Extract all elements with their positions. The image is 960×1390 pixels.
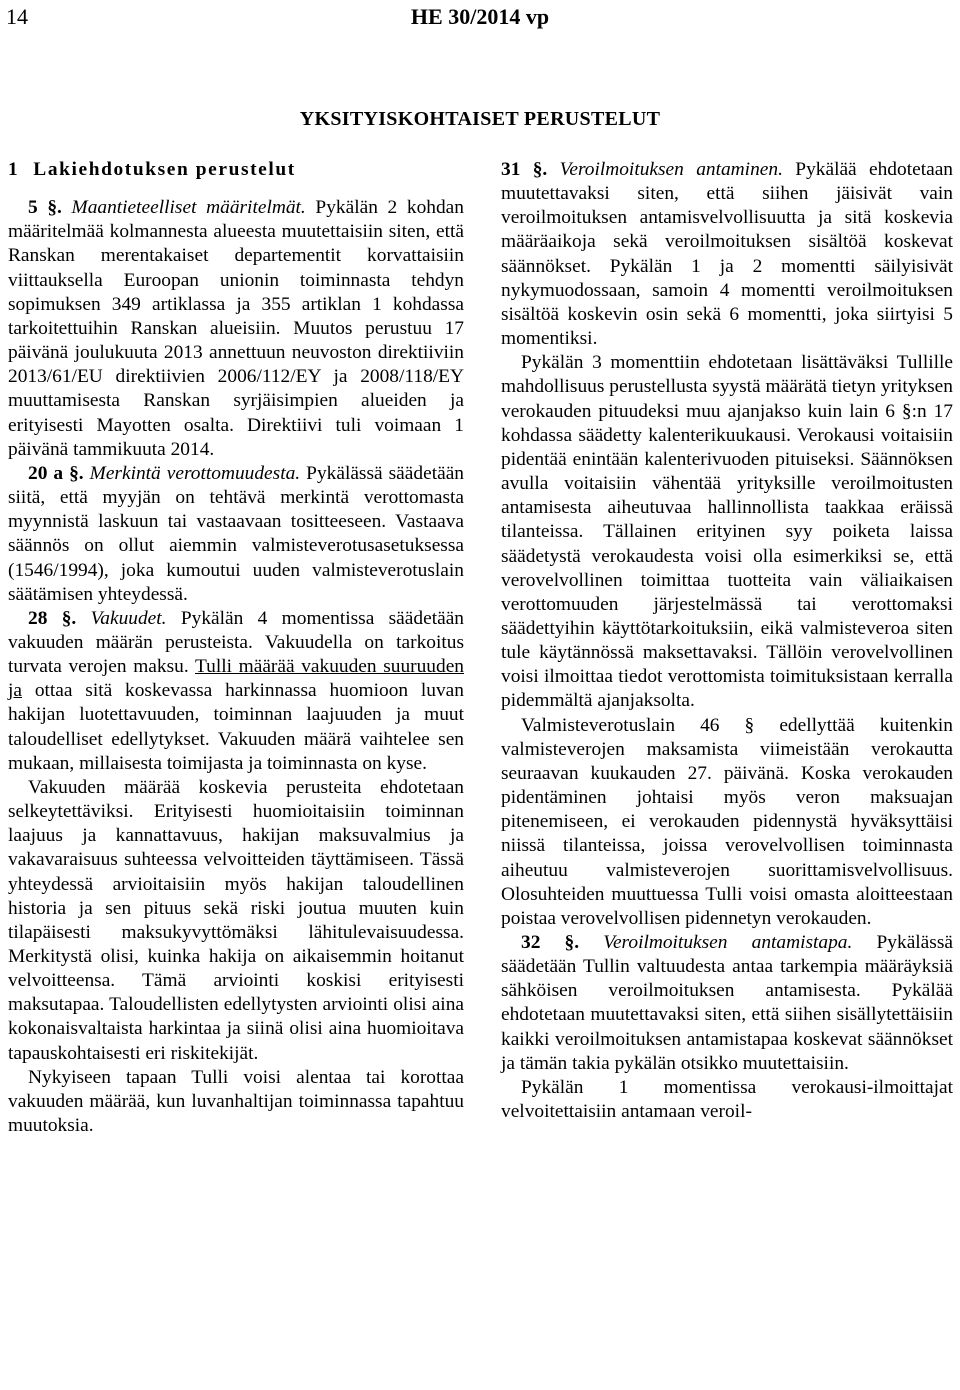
paragraph-text: Pykälän 2 kohdan määritelmää kolmannesta alueesta muutettaisiin siten, että Ranskan merentakaiset departementit korvattaisiin viittauksella Euroopan unionin toiminnasta tehdyn sopimuksen 349 artiklassa ja 355 artiklan 1 kohdassa tarkoitettuihin Ranskan alueisiin. Muutos perustuu 17 päivänä joulukuuta 2013 annettuun neuvoston direktiiviin 2013/61/EU direktiivien 2006/112/EY ja 2008/118/EY muuttamisesta Ranskan syrjäisimpien alueiden ja erityisesti Mayotten osalta. Direktiivi tuli voimaan 1 päivänä tammikuuta 2014. xyxy=(8,197,464,460)
paragraph: Pykälän 1 momentissa verokausi-ilmoittajat velvoitettaisiin antamaan veroil- xyxy=(501,1076,953,1123)
paragraph-text: ottaa sitä koskevassa harkinnassa huomioon luvan hakijan luotettavuuden, toiminnan laajuuden ja muut taloudelliset edellytykset. Vakuuden määrä vaihtelee sen mukaan, millaisesta toimijasta ja toiminnasta on kyse. xyxy=(8,680,464,774)
paragraph: Vakuuden määrää koskevia perusteita ehdotetaan selkeytettäviksi. Erityisesti huomioitaisiin toiminnan laajuus ja kannattavuus, hakijan maksuvalmius ja vakavaraisuus suhteessa velvoitteiden täyttämiseen. Tässä yhteydessä arvioitaisiin myös hakijan taloudellinen historia ja sen pituus sekä riski joutua muuten kuin tilapäisesti maksukyvyttömäksi lähitulevaisuudessa. Merkitystä olisi, kuinka hakija on aikaisemmin hoitanut velvoitteensa. Tämä arviointi koskisi erityisesti maksutapaa. Taloudellisten edellytysten arviointi olisi aina kokonaisvaltaista harkintaa ja siinä olisi aina huomioitava tapauskohtaisesti eri riskitekijät. xyxy=(8,776,464,1064)
paragraph: Pykälän 3 momenttiin ehdotetaan lisättäväksi Tullille mahdollisuus perustellusta syystä määrätä tietyn yrityksen verokauden pituudeksi muu ajanjakso kuin lain 6 §:n 17 kohdassa säädetty kalenterikuukausi. Verokausi voitaisiin pidentää enintään kalenterivuoden pituiseksi. Säännöksen avulla voitaisiin vähentää yrityksille veroilmoitusten antamisesta aiheutuvaa hallinnollista taakkaa eräissä tilanteissa. Tällainen erityinen syy poiketa laissa säädetystä verokaudesta voisi olla esimerkiksi se, että verovelvollinen toimittaa tuotteita vain väliaikaisen verottomuuden järjestelmässä tai verottomaksi säädettyihin käyttötarkoituksiin, eikä valmisteveroa siten tule käytännössä maksettavaksi. Tällöin verovelvollinen voisi ilmoittaa tiedot verottomista toimituksistaan kerralla pidemmältä ajanjaksolta. xyxy=(501,352,953,712)
paragraph-28 xyxy=(8,607,464,776)
paragraph-32 xyxy=(501,931,953,1076)
page-number: 14 xyxy=(6,4,28,29)
paragraph: Valmisteverotuslain 46 § edellyttää kuitenkin valmisteverojen maksamista viimeistään verokautta seuraavan kuukauden 27. päivänä. Koska verokauden pidentäminen johtaisi myös veron maksuajan pitenemiseen, ei verokauden pidennystä hyväksyttäisi niissä tilanteissa, joissa verovelvollisen toiminnasta aiheutuu valmisteverojen suorittamisvelvollisuus. Olosuhteiden muuttuessa Tulli voisi omasta aloitteestaan poistaa verovelvollisen pidennetyn verokauden. xyxy=(501,714,953,929)
section-number-32: 32 §. xyxy=(521,932,580,953)
underlined-text: Tulli määrää vakuuden suuruuden ja xyxy=(8,656,464,702)
paragraph-5 xyxy=(8,196,464,462)
section-number-20a: 20 a §. xyxy=(28,462,84,484)
section-number-31: 31 §. xyxy=(501,159,548,180)
document-id: HE 30/2014 vp xyxy=(410,4,550,29)
section-title-20a: Merkintä verottomuudesta. xyxy=(89,462,301,484)
section-heading: YKSITYISKOHTAISET PERUSTELUT xyxy=(299,108,661,130)
right-column xyxy=(501,158,953,1124)
paragraph-text: Pykälän 4 momentissa säädetään vakuuden määrän perusteista. Vakuudella on tarkoitus turvata verojen maksu. xyxy=(8,607,464,678)
section-title-5: Maantieteelliset määritelmät. xyxy=(71,197,306,219)
chapter-number: 1 xyxy=(8,159,20,180)
paragraph-31 xyxy=(501,158,953,351)
section-number-5: 5 §. xyxy=(28,197,62,219)
chapter-title: Lakiehdotuksen perustelut xyxy=(33,159,296,180)
paragraph: Nykyiseen tapaan Tulli voisi alentaa tai korottaa vakuuden määrää, kun luvanhaltijan toiminnassa tapahtuu muutoksia. xyxy=(8,1066,464,1137)
section-title-31: Veroilmoituksen antaminen. xyxy=(559,159,783,180)
left-column xyxy=(8,158,464,1138)
chapter-heading xyxy=(8,158,464,182)
section-number-28: 28 §. xyxy=(28,607,77,629)
paragraph-20a xyxy=(8,462,464,607)
paragraph-text: Pykälässä säädetään siitä, että myyjän on tehtävä merkintä verottomasta myynnistä laskuun tai vastaavaan tositteeseen. Vastaava säännös on ollut aiemmin valmisteverotusasetuksessa (1546/1994), joka kumoutui uuden valmisteverotuslain säätämisen yhteydessä. xyxy=(8,462,464,605)
paragraph-text: Pykälää ehdotetaan muutettavaksi siten, että siihen jäisivät vain veroilmoituksen antamisvelvollisuutta ja sitä koskevia määräaikoja sekä veroilmoituksen sisältöä koskevat säännökset. Pykälän 1 ja 2 momentti säilyisivät nykymuodossaan, samoin 4 momentti veroilmoituksen sisältöä koskevin osin sekä 6 momentti, joka siirtyisi 5 momentiksi. xyxy=(501,159,953,350)
paragraph-text: Pykälässä säädetään Tullin valtuudesta antaa tarkempia määräyksiä sähköisen veroilmoituksen antamisesta. Pykälää ehdotetaan muutettavaksi siten, että siihen sisällytettäisiin kaikki veroilmoituksen antamistapaa koskevat säännökset ja tämän takia pykälän otsikko muutettaisiin. xyxy=(501,932,953,1074)
section-title-28: Vakuudet. xyxy=(90,607,167,629)
section-title-32: Veroilmoituksen antamistapa. xyxy=(603,932,853,953)
